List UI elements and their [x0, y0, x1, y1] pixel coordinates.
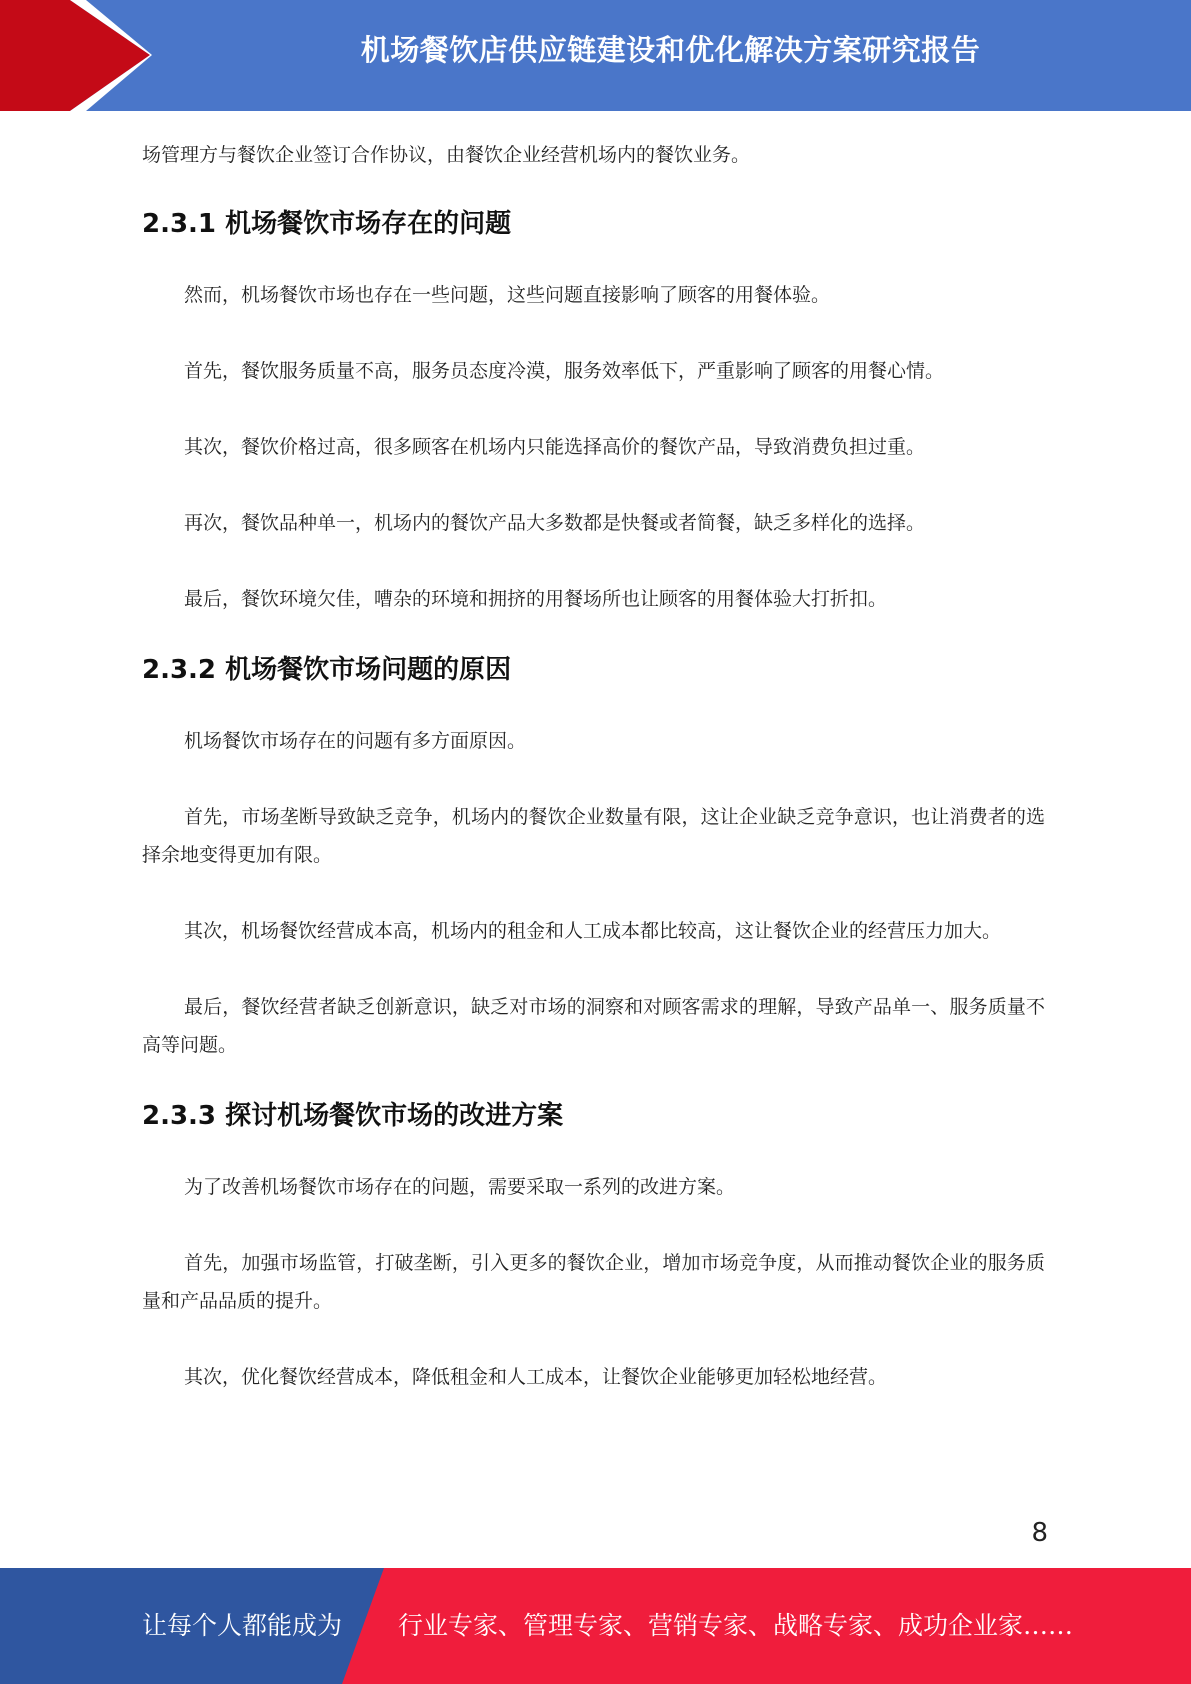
header-red-chevron: [0, 0, 150, 111]
paragraph: 首先，加强市场监管，打破垄断，引入更多的餐饮企业，增加市场竞争度，从而推动餐饮企业的服务质量和产品品质的提升。: [142, 1252, 1045, 1312]
page-number: 8: [1031, 1518, 1048, 1548]
paragraph: 最后，餐饮经营者缺乏创新意识，缺乏对市场的洞察和对顾客需求的理解，导致产品单一、服务质量不高等问题。: [142, 996, 1045, 1056]
paragraph: 然而，机场餐饮市场也存在一些问题，这些问题直接影响了顾客的用餐体验。: [184, 284, 831, 306]
page-header: [0, 0, 1191, 111]
section-2-3-1-heading: 2.3.1 机场餐饮市场存在的问题: [142, 209, 512, 239]
footer-slogan-right: 行业专家、管理专家、营销专家、战略专家、成功企业家……: [398, 1611, 1074, 1640]
paragraph: 其次，机场餐饮经营成本高，机场内的租金和人工成本都比较高，这让餐饮企业的经营压力加大。: [184, 920, 1002, 942]
paragraph: 首先，餐饮服务质量不高，服务员态度冷漠，服务效率低下，严重影响了顾客的用餐心情。: [184, 360, 945, 382]
section-2-3-3-heading: 2.3.3 探讨机场餐饮市场的改进方案: [142, 1101, 564, 1131]
paragraph: 最后，餐饮环境欠佳，嘈杂的环境和拥挤的用餐场所也让顾客的用餐体验大打折扣。: [184, 588, 888, 610]
header-title: 机场餐饮店供应链建设和优化解决方案研究报告: [360, 33, 981, 67]
paragraph: 为了改善机场餐饮市场存在的问题，需要采取一系列的改进方案。: [184, 1176, 736, 1198]
paragraph: 其次，优化餐饮经营成本，降低租金和人工成本，让餐饮企业能够更加轻松地经营。: [184, 1366, 888, 1388]
intro-paragraph: 场管理方与餐饮企业签订合作协议，由餐饮企业经营机场内的餐饮业务。: [142, 144, 751, 166]
section-2-3-2-heading: 2.3.2 机场餐饮市场问题的原因: [142, 655, 512, 685]
paragraph: 其次，餐饮价格过高，很多顾客在机场内只能选择高价的餐饮产品，导致消费负担过重。: [184, 436, 926, 458]
paragraph: 机场餐饮市场存在的问题有多方面原因。: [184, 730, 527, 752]
paragraph: 首先，市场垄断导致缺乏竞争，机场内的餐饮企业数量有限，这让企业缺乏竞争意识，也让消费者的选择余地变得更加有限。: [142, 806, 1045, 866]
page-footer: [0, 1568, 1191, 1684]
footer-slogan-left: 让每个人都能成为: [142, 1611, 343, 1640]
page-content: [142, 120, 1045, 1396]
paragraph: 再次，餐饮品种单一，机场内的餐饮产品大多数都是快餐或者简餐，缺乏多样化的选择。: [184, 512, 926, 534]
header-chevron-decoration: [0, 0, 160, 111]
